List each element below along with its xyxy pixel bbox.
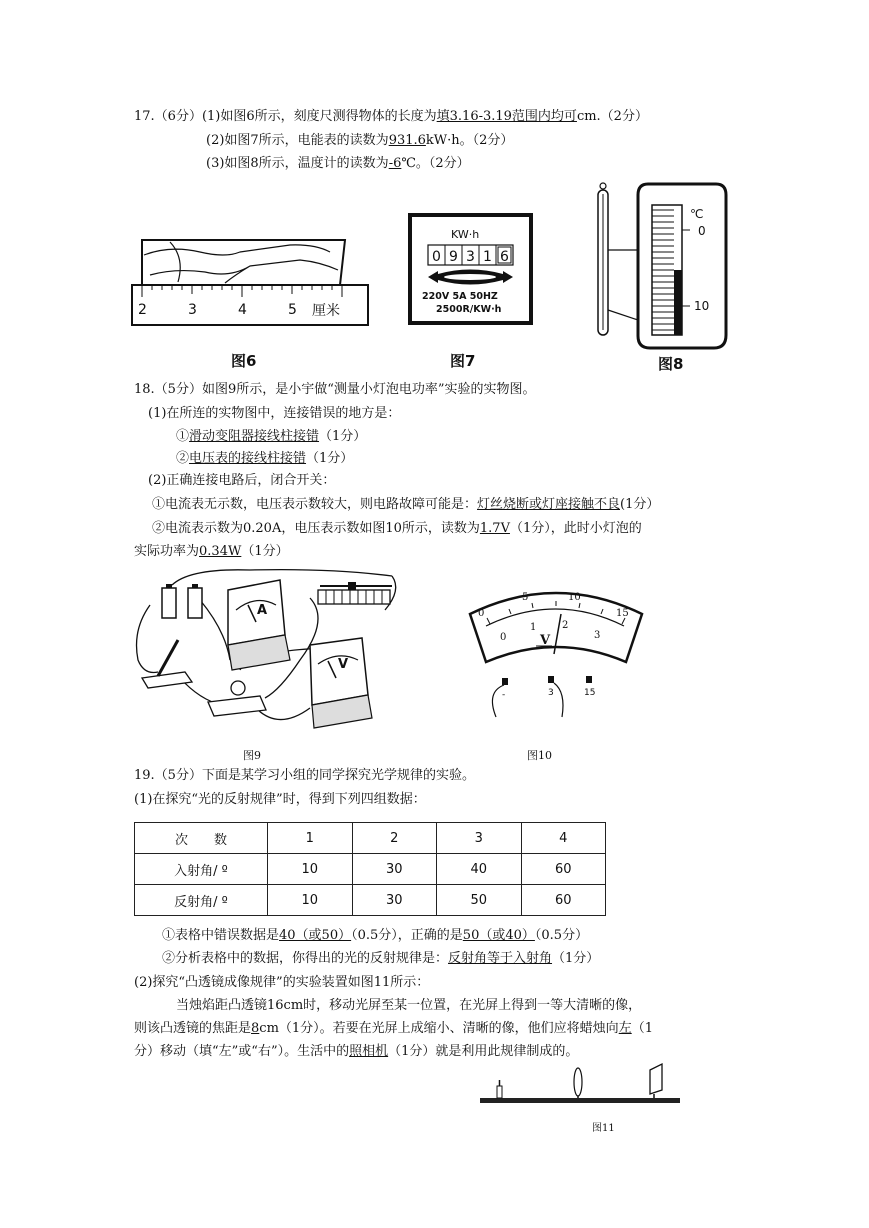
table-header-cell: 4 (521, 823, 606, 854)
electric-meter-figure (408, 213, 533, 325)
q18-title: 18.（5分）如图9所示，是小宇做“测量小灯泡电功率”实验的实物图。 (134, 382, 536, 397)
q17-answer2: 931.6 (388, 133, 426, 148)
ruler-tick-4: 4 (238, 302, 247, 318)
q18-error2: ②电压表的接线柱接错（1分） (176, 451, 354, 466)
reflection-table (134, 822, 606, 916)
q18-answer-power: 0.34W (199, 544, 242, 559)
q18-part2: (2)正确连接电路后，闭合开关： (148, 473, 336, 488)
q18-answer-voltage: 1.7V (479, 521, 510, 536)
q18-answer-e2: 电压表的接线柱接错 (189, 451, 307, 466)
q17-line2: (2)如图7所示，电能表的读数为931.6kW·h。（2分） (206, 133, 514, 148)
table-cell: 30 (352, 854, 437, 885)
ruler-tick-5: 5 (288, 302, 297, 318)
fig10-caption: 图10 (527, 749, 552, 762)
q19-title: 19.（5分）下面是某学习小组的同学探究光学规律的实验。 (134, 768, 475, 783)
table-header-cell: 1 (268, 823, 353, 854)
q19-answer-direction: 左 (618, 1021, 632, 1036)
q19-part1: (1)在探究“光的反射规律”时，得到下列四组数据： (134, 792, 426, 807)
fig7-caption: 图7 (450, 352, 476, 370)
meter-digit-2: 9 (449, 249, 458, 265)
q17-line1: 17.（6分）(1)如图6所示，刻度尺测得物体的长度为填3.16-3.19范围内均可cm.（2分） (134, 109, 648, 124)
table-cell: 10 (268, 854, 353, 885)
meter-digit-3: 3 (466, 249, 475, 265)
table-cell: 入射角/ º (135, 854, 268, 885)
q19-answer-focal: 8 (251, 1021, 260, 1036)
q19-lens-line2: 则该凸透镜的焦距是8cm（1分）。若要在光屏上成缩小、清晰的像，他们应将蜡烛向左（1 (134, 1021, 653, 1036)
table-cell: 30 (352, 885, 437, 916)
thermo-label-10: 10 (694, 299, 710, 313)
dial-inner-0: 0 (500, 632, 507, 643)
ruler-tick-3: 3 (188, 302, 197, 318)
q18-answer-fault: 灯丝烧断或灯座接触不良 (477, 497, 621, 512)
circuit-figure (130, 560, 410, 740)
table-cell: 40 (437, 854, 522, 885)
fig8-caption: 图8 (658, 355, 684, 373)
q19-answer-law: 反射角等于入射角 (448, 951, 553, 966)
fig11-caption: 图11 (592, 1123, 615, 1134)
table-header-cell: 2 (352, 823, 437, 854)
meter-digit-4: 1 (483, 249, 492, 265)
voltmeter-symbol: V (338, 657, 349, 672)
fig6-caption: 图6 (231, 352, 257, 370)
fig9-caption: 图9 (243, 749, 261, 762)
table-row (135, 885, 606, 916)
q19-answer-line1: ①表格中错误数据是40（或50）（0.5分），正确的是50（或40）（0.5分） (162, 928, 589, 943)
q18-power: 实际功率为0.34W（1分） (134, 544, 289, 559)
dial-outer-10: 10 (568, 592, 581, 603)
dial-inner-1: 1 (530, 622, 537, 633)
q18-error1: ①滑动变阻器接线柱接错（1分） (176, 429, 367, 444)
table-row (135, 823, 606, 854)
table-row (135, 854, 606, 885)
dial-inner-3: 3 (594, 630, 601, 641)
optical-bench-figure (478, 1062, 684, 1107)
meter-digit-5: 6 (500, 249, 509, 265)
q19-lens-line1: 当烛焰距凸透镜16cm时，移动光屏至某一位置，在光屏上得到一等大清晰的像， (176, 998, 642, 1013)
terminal-15: 15 (584, 688, 596, 698)
ammeter-symbol: A (257, 603, 268, 618)
dial-inner-2: 2 (562, 620, 569, 631)
q19-answer-wrong: 40（或50） (279, 928, 352, 943)
terminal-neg: - (502, 690, 506, 700)
q18-answer-e1: 滑动变阻器接线柱接错 (189, 429, 320, 444)
q17-answer1: 填3.16-3.19范围内均可 (436, 109, 577, 124)
table-cell: 60 (521, 854, 606, 885)
thermometer-figure (590, 180, 730, 352)
table-cell: 反射角/ º (135, 885, 268, 916)
q19-answer-line2: ②分析表格中的数据，你得出的光的反射规律是：反射角等于入射角（1分） (162, 951, 600, 966)
ruler-figure (130, 230, 370, 345)
q19-answer-right: 50（或40） (462, 928, 535, 943)
dial-outer-0: 0 (478, 608, 485, 619)
ruler-tick-2: 2 (138, 302, 147, 318)
table-cell: 10 (268, 885, 353, 916)
ruler-unit: 厘米 (312, 303, 340, 319)
dial-outer-5: 5 (522, 592, 529, 603)
table-cell: 60 (521, 885, 606, 916)
table-cell: 50 (437, 885, 522, 916)
voltmeter-dial-figure (466, 582, 646, 722)
q17-line3: (3)如图8所示，温度计的读数为-6℃。（2分） (206, 156, 470, 171)
terminal-3: 3 (548, 688, 554, 698)
meter-unit: KW·h (451, 228, 480, 241)
thermo-unit: ℃ (690, 207, 704, 221)
table-header-cell: 3 (437, 823, 522, 854)
meter-digit-1: 0 (432, 249, 441, 265)
meter-spec: 220V 5A 50HZ (422, 291, 498, 302)
thermo-label-0: 0 (698, 224, 706, 238)
meter-revs: 2500R/KW·h (436, 304, 502, 315)
table-header-cell: 次 数 (135, 823, 268, 854)
q18-fault: ①电流表无示数，电压表示数较大，则电路故障可能是：灯丝烧断或灯座接触不良(1分） (152, 497, 660, 512)
dial-symbol: V (540, 633, 551, 648)
q18-reading: ②电流表示数为0.20A，电压表示数如图10所示，读数为1.7V（1分），此时小灯泡的 (152, 521, 642, 536)
q19-answer-device: 照相机 (349, 1044, 389, 1059)
q19-lens-line3: 分）移动（填“左”或“右”）。生活中的照相机（1分）就是利用此规律制成的。 (134, 1044, 579, 1059)
q18-part1: (1)在所连的实物图中，连接错误的地方是： (148, 406, 401, 421)
dial-outer-15: 15 (616, 608, 629, 619)
q17-answer3: -6 (388, 156, 402, 171)
q19-part2: (2)探究“凸透镜成像规律”的实验装置如图11所示： (134, 975, 430, 990)
